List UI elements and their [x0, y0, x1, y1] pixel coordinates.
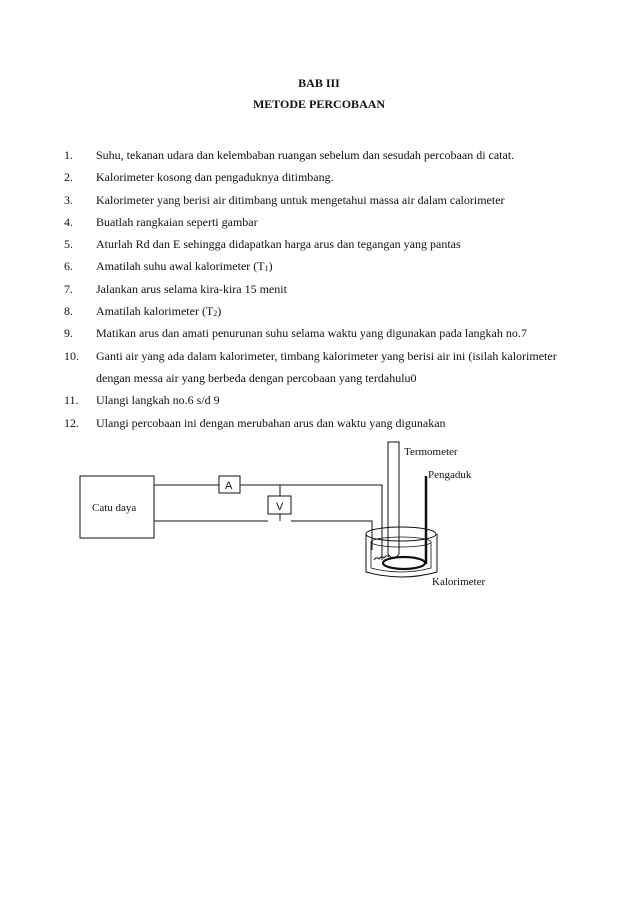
- list-item: [64, 211, 584, 233]
- procedure-list: [64, 144, 584, 434]
- list-item: [64, 345, 584, 390]
- ammeter-label: A: [225, 480, 233, 492]
- list-item: [64, 278, 584, 300]
- list-item: [64, 322, 584, 344]
- list-item: [64, 189, 584, 211]
- step-number: 11.: [64, 393, 79, 408]
- step-number: 6.: [64, 259, 73, 274]
- step-text: Suhu, tekanan udara dan kelembaban ruangan sebelum dan sesudah percobaan di catat.: [96, 148, 515, 162]
- step-number: 10.: [64, 348, 79, 363]
- step-text: Ganti air yang ada dalam kalorimeter, timbang kalorimeter yang berisi air ini (isilah kalorimeter dengan messa air yang berbeda dengan percobaan yang terdahulu0: [96, 348, 557, 385]
- step-text: Aturlah Rd dan E sehingga didapatkan harga arus dan tegangan yang pantas: [96, 237, 461, 252]
- stirrer-ring: [383, 557, 425, 569]
- list-item: [64, 166, 584, 188]
- wire: [291, 521, 372, 550]
- step-number: 5.: [64, 237, 73, 252]
- power-supply-label: Catu daya: [92, 502, 137, 514]
- subscript: 1: [264, 264, 269, 274]
- list-item: [64, 300, 584, 322]
- chapter-title: METODE PERCOBAAN: [252, 97, 386, 111]
- circuit-diagram: [0, 430, 638, 590]
- step-text-end: ): [217, 304, 222, 319]
- voltmeter-label: V: [276, 501, 284, 513]
- step-number: 9.: [64, 326, 73, 341]
- step-text: Ulangi langkah no.6 s/d 9: [96, 393, 220, 408]
- step-text-end: ): [268, 259, 273, 274]
- step-number: 3.: [64, 192, 73, 207]
- calorimeter-label: Kalorimeter: [432, 576, 486, 588]
- chapter-number: BAB III: [298, 76, 340, 90]
- step-text: Ulangi percobaan ini dengan merubahan arus dan waktu yang digunakan: [96, 415, 446, 430]
- wire: [240, 485, 382, 528]
- step-text: Kalorimeter yang berisi air ditimbang untuk mengetahui massa air dalam calorimeter: [96, 192, 505, 207]
- list-item: [64, 255, 584, 277]
- step-text: Buatlah rangkaian seperti gambar: [96, 214, 258, 229]
- stirrer-label: Pengaduk: [428, 469, 472, 481]
- step-text: Jalankan arus selama kira-kira 15 menit: [96, 281, 287, 296]
- step-number: 4.: [64, 214, 73, 229]
- step-number: 12.: [64, 415, 79, 430]
- step-text: Amatilah suhu awal kalorimeter (T: [96, 259, 265, 274]
- list-item: [64, 233, 584, 255]
- step-text: Kalorimeter kosong dan pengaduknya ditimbang.: [96, 170, 334, 185]
- list-item: [64, 144, 584, 166]
- step-number: 8.: [64, 304, 73, 319]
- step-number: 1.: [64, 148, 73, 162]
- thermometer-label: Termometer: [404, 446, 458, 458]
- list-item: [64, 389, 584, 411]
- step-number: 2.: [64, 170, 73, 185]
- calorimeter-inner-rim: [371, 537, 431, 547]
- step-number: 7.: [64, 281, 73, 296]
- step-text: Amatilah kalorimeter (T: [96, 304, 214, 319]
- step-text: Matikan arus dan amati penurunan suhu selama waktu yang digunakan pada langkah no.7: [96, 326, 527, 341]
- subscript: 2: [213, 309, 218, 319]
